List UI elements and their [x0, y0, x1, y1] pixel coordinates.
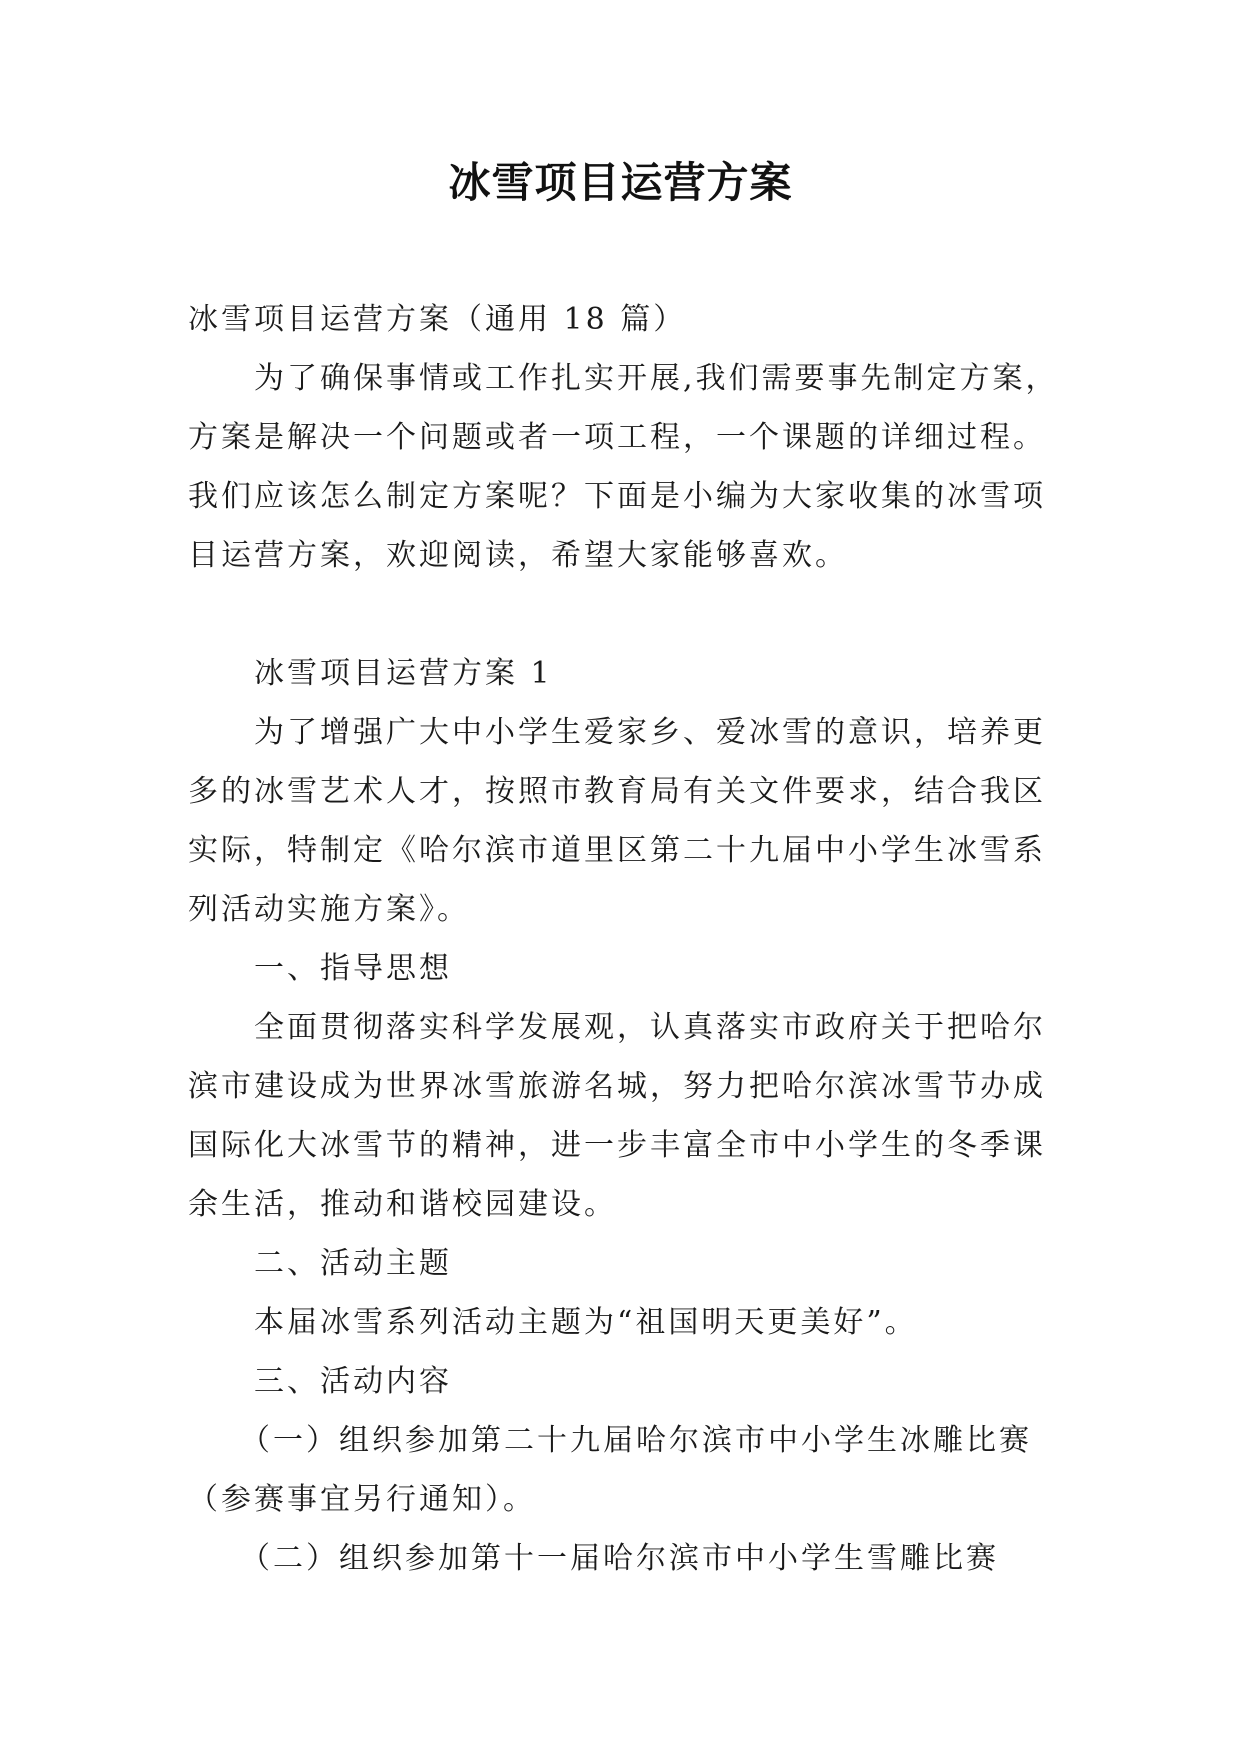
document-title: 冰雪项目运营方案	[448, 158, 793, 207]
heading-guiding-thought: 一、指导思想	[254, 951, 452, 986]
content-item-2: （二）组织参加第十一届哈尔滨市中小学生雪雕比赛	[240, 1541, 999, 1576]
content-item-1: （一）组织参加第二十九届哈尔滨市中小学生冰雕比赛（参赛事宜另行通知）。	[188, 1423, 1032, 1517]
section-paragraph: 为了增强广大中小学生爱家乡、爱冰雪的意识，培养更多的冰雪艺术人才，按照市教育局有关文件要求，结合我区实际，特制定《哈尔滨市道里区第二十九届中小学生冰雪系列活动实施方案》。	[188, 715, 1046, 927]
heading-activity-content: 三、活动内容	[254, 1364, 452, 1399]
document-subtitle: 冰雪项目运营方案（通用 18 篇）	[188, 302, 687, 337]
heading-activity-theme: 二、活动主题	[254, 1246, 452, 1281]
guiding-thought-paragraph: 全面贯彻落实科学发展观，认真落实市政府关于把哈尔滨市建设成为世界冰雪旅游名城，努力把哈尔滨冰雪节办成国际化大冰雪节的精神，进一步丰富全市中小学生的冬季课余生活，推动和谐校园建设。	[188, 1010, 1046, 1222]
section-heading: 冰雪项目运营方案 1	[254, 656, 553, 691]
document-body	[188, 290, 1068, 1588]
paragraph-spacer	[188, 585, 1068, 644]
activity-theme-paragraph: 本届冰雪系列活动主题为“祖国明天更美好”。	[254, 1305, 918, 1340]
intro-paragraph: 为了确保事情或工作扎实开展,我们需要事先制定方案，方案是解决一个问题或者一项工程，一个课题的详细过程。我们应该怎么制定方案呢？下面是小编为大家收集的冰雪项目运营方案，欢迎阅读，希望大家能够喜欢。	[188, 361, 1059, 573]
